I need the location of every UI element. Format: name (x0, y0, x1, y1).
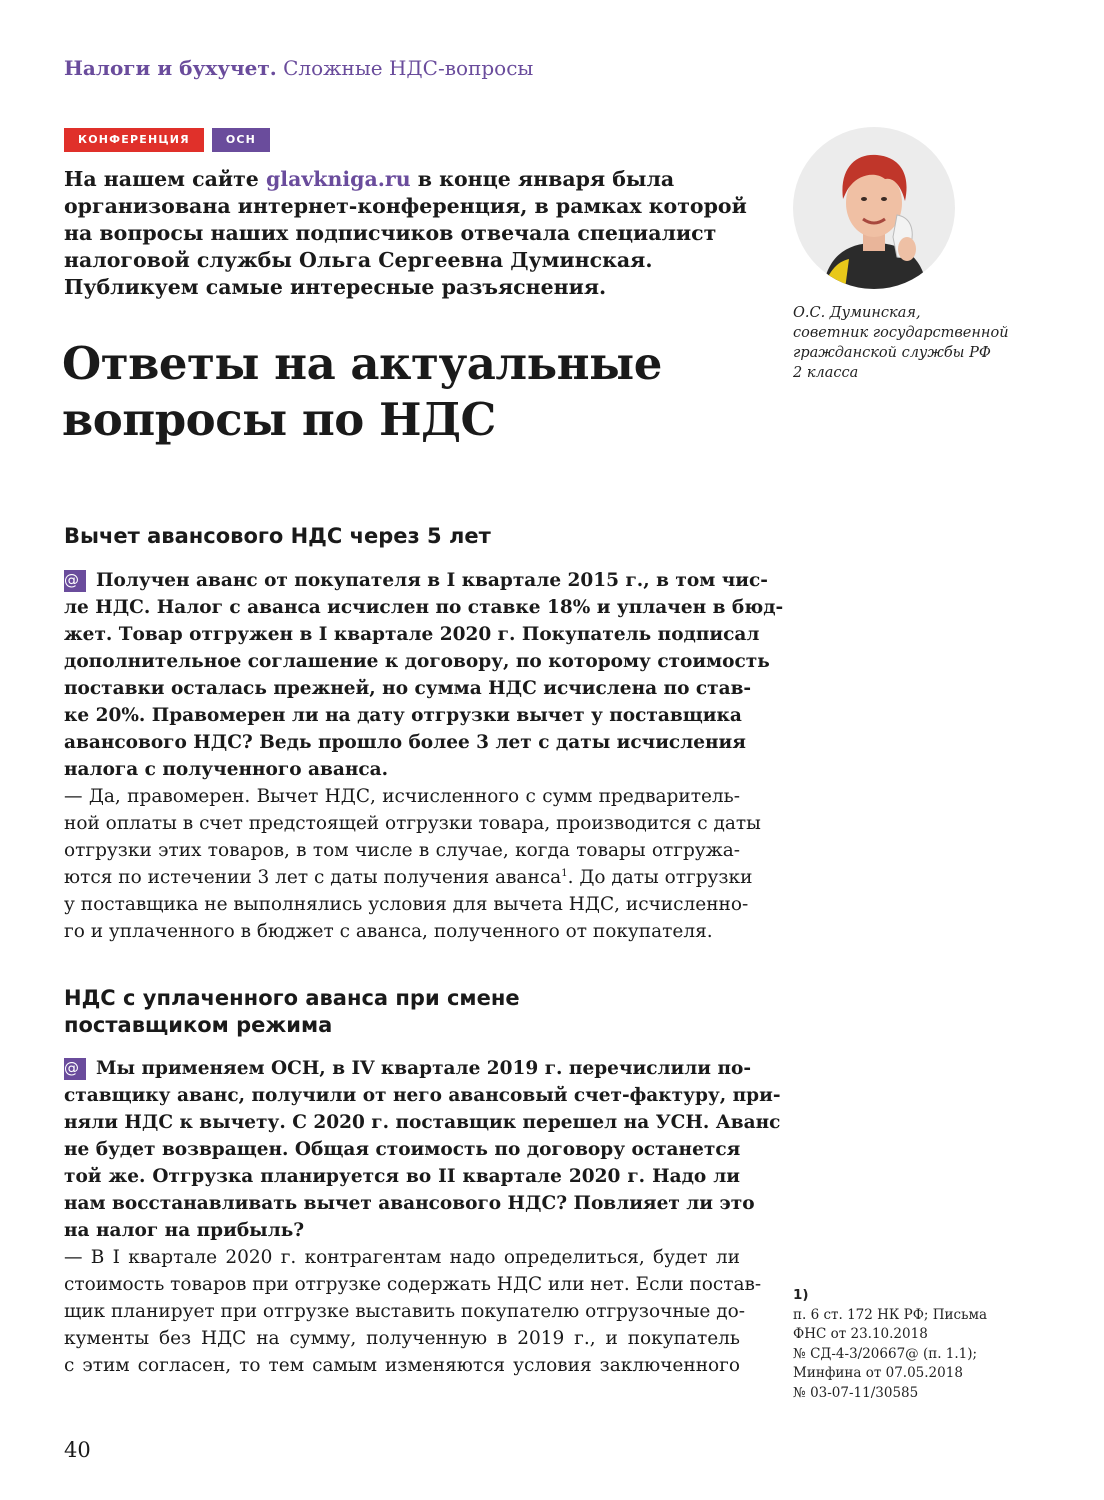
footnote-line: ФНС от 23.10.2018 (793, 1326, 928, 1342)
section-2-heading (64, 985, 520, 1039)
at-icon: @ (64, 1058, 86, 1080)
section-2-heading-line: НДС с уплаченного аванса при смене (64, 986, 520, 1010)
question-line: ставщику аванс, получили от него авансовый счет-фактуру, при- (64, 1085, 781, 1106)
answer-line: отгрузки этих товаров, в том числе в случае, когда товары отгружа- (64, 840, 740, 861)
tag-osn: ОСН (212, 128, 270, 152)
running-head-section: Налоги и бухучет. (64, 56, 277, 80)
lead-line-5: Публикуем самые интересные разъяснения. (64, 275, 607, 299)
caption-line: О.С. Думинская, (793, 305, 921, 321)
question-line (64, 1055, 751, 1082)
footnote-line: № 03-07-11/30585 (793, 1384, 919, 1401)
lead-text: в конце января была (410, 167, 675, 191)
running-head (64, 54, 533, 82)
page-number: 40 (64, 1438, 91, 1462)
at-icon: @ (64, 570, 86, 592)
lead-paragraph (64, 166, 764, 301)
caption-line: 2 класса (793, 365, 859, 381)
question-line: авансового НДС? Ведь прошло более 3 лет с даты исчисления (64, 732, 746, 753)
footnote-number: 1) (793, 1287, 809, 1303)
answer-line: — Да, правомерен. Вычет НДС, исчисленного с сумм предваритель- (64, 786, 740, 807)
running-head-topic: Сложные НДС-вопросы (283, 56, 534, 80)
question-line: той же. Отгрузка планируется во II квартале 2020 г. Надо ли (64, 1166, 740, 1187)
article-title (62, 336, 662, 448)
question-text: Мы применяем ОСН, в IV квартале 2019 г. перечислили по- (96, 1058, 751, 1079)
section-1-heading (64, 523, 491, 550)
lead-text: На нашем сайте (64, 167, 266, 191)
answer-line: го и уплаченного в бюджет с аванса, полученного от покупателя. (64, 921, 713, 942)
footnote-line (793, 1286, 987, 1325)
caption-line: советник государственной (793, 325, 1009, 341)
answer-line: щик планирует при отгрузке выставить покупателю отгрузочные до- (64, 1301, 746, 1322)
title-line-1: Ответы на актуальные (62, 337, 662, 390)
footnote-line: Минфина от 07.05.2018 (793, 1365, 963, 1381)
expert-photo (793, 127, 955, 289)
expert-portrait-illustration (793, 127, 955, 289)
question-text: Получен аванс от покупателя в I квартале 2015 г., в том чис- (96, 570, 768, 591)
section-1-heading-text: Вычет авансового НДС через 5 лет (64, 524, 491, 548)
lead-line-3: на вопросы наших подписчиков отвечала специалист (64, 221, 717, 245)
footnote-ref[interactable]: 1 (561, 867, 568, 879)
question-line: налога с полученного аванса. (64, 759, 389, 780)
expert-caption (793, 303, 1009, 383)
question-line: поставки осталась прежней, но сумма НДС исчислена по став- (64, 678, 752, 699)
answer-line (64, 864, 753, 891)
caption-line: гражданской службы РФ (793, 345, 991, 361)
question-line: няли НДС к вычету. С 2020 г. поставщик перешел на УСН. Аванс (64, 1112, 781, 1133)
question-line: дополнительное соглашение к договору, по которому стоимость (64, 651, 770, 672)
question-line: ле НДС. Налог с аванса исчислен по ставке 18% и уплачен в бюд- (64, 597, 784, 618)
site-link[interactable]: glavkniga.ru (265, 167, 411, 191)
lead-line-4: налоговой службы Ольга Сергеевна Думинская. (64, 248, 653, 272)
tag-list (64, 128, 270, 152)
title-line-2: вопросы по НДС (62, 393, 496, 446)
section-2-answer (64, 1244, 762, 1379)
question-line (64, 567, 768, 594)
section-2-question (64, 1055, 781, 1244)
section-1-question (64, 567, 784, 783)
section-1-answer (64, 783, 761, 945)
section-2-heading-line: поставщиком режима (64, 1013, 333, 1037)
lead-line-2: организована интернет-конференция, в рамках которой (64, 194, 747, 218)
question-line: не будет возвращен. Общая стоимость по договору останется (64, 1139, 741, 1160)
tag-conference: КОНФЕРЕНЦИЯ (64, 128, 204, 152)
lead-line-1 (64, 166, 764, 193)
answer-line: — В I квартале 2020 г. контрагентам надо определиться, будет ли (64, 1247, 740, 1268)
answer-line: стоимость товаров при отгрузке содержать НДС или нет. Если постав- (64, 1274, 762, 1295)
question-line: на налог на прибыль? (64, 1220, 305, 1241)
question-line: ке 20%. Правомерен ли на дату отгрузки вычет у поставщика (64, 705, 742, 726)
answer-line: ной оплаты в счет предстоящей отгрузки товара, производится с даты (64, 813, 761, 834)
answer-text: ются по истечении 3 лет с даты получения аванса (64, 867, 562, 888)
answer-text: . До даты отгрузки (567, 867, 753, 888)
answer-line: у поставщика не выполнялись условия для вычета НДС, исчисленно- (64, 894, 749, 915)
answer-line: с этим согласен, то тем самым изменяются условия заключенного (64, 1355, 740, 1376)
question-line: нам восстанавливать вычет авансового НДС? Повлияет ли это (64, 1193, 755, 1214)
question-line: жет. Товар отгружен в I квартале 2020 г. Покупатель подписал (64, 624, 760, 645)
footnote-text: п. 6 ст. 172 НК РФ; Письма (793, 1306, 988, 1323)
footnote-line: № СД-4-3/20667@ (п. 1.1); (793, 1345, 978, 1362)
answer-line: кументы без НДС на сумму, полученную в 2019 г., и покупатель (64, 1328, 740, 1349)
footnote (793, 1286, 987, 1403)
